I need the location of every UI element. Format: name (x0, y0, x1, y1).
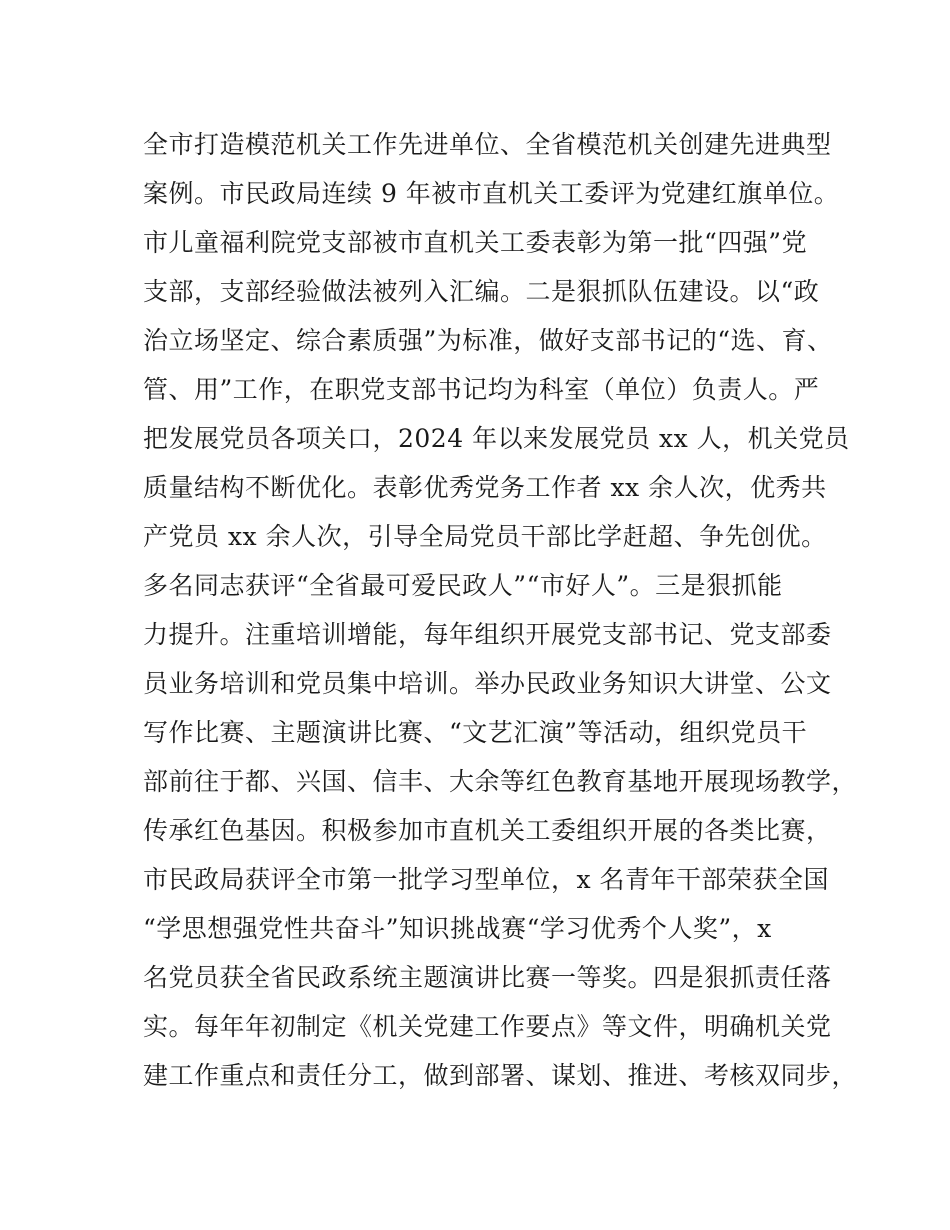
text-line-17: “学思想强党性共奋斗”知识挑战赛“学习优秀个人奖”，x (143, 914, 772, 943)
text-line-13: 写作比赛、主题演讲比赛、“文艺汇演”等活动，组织党员干 (143, 718, 808, 747)
text-line-14: 部前往于都、兴国、信丰、大余等红色教育基地开展现场教学， (143, 767, 858, 796)
text-line-5: 治立场坚定、综合素质强”为标准，做好支部书记的“选、育、 (143, 326, 833, 355)
text-line-16: 市民政局获评全市第一批学习型单位，x 名青年干部荣获全国 (143, 865, 830, 894)
text-line-7: 把发展党员各项关口，2024 年以来发展党员 xx 人，机关党员 (143, 424, 850, 453)
text-line-20: 建工作重点和责任分工，做到部署、谋划、推进、考核双同步， (143, 1061, 858, 1090)
text-line-12: 员业务培训和党员集中培训。举办民政业务知识大讲堂、公文 (143, 669, 832, 698)
text-line-3: 市儿童福利院党支部被市直机关工委表彰为第一批“四强”党 (143, 228, 808, 257)
text-line-18: 名党员获全省民政系统主题演讲比赛一等奖。四是狠抓责任落 (143, 963, 832, 992)
text-line-9: 产党员 xx 余人次，引导全局党员干部比学赶超、争先创优。 (143, 522, 827, 551)
text-line-1: 全市打造模范机关工作先进单位、全省模范机关创建先进典型 (143, 130, 832, 159)
text-line-10: 多名同志获评“全省最可爱民政人”“市好人”。三是狠抓能 (143, 571, 783, 600)
body-text (143, 120, 858, 1100)
text-line-8: 质量结构不断优化。表彰优秀党务工作者 xx 余人次，优秀共 (143, 473, 827, 502)
text-line-15: 传承红色基因。积极参加市直机关工委组织开展的各类比赛， (143, 816, 832, 845)
text-line-19: 实。每年年初制定《机关党建工作要点》等文件，明确机关党 (143, 1012, 832, 1041)
text-line-6: 管、用”工作，在职党支部书记均为科室（单位）负责人。严 (143, 375, 820, 404)
text-line-2: 案例。市民政局连续 9 年被市直机关工委评为党建红旗单位。 (143, 179, 840, 208)
text-line-11: 力提升。注重培训增能，每年组织开展党支部书记、党支部委 (143, 620, 832, 649)
text-line-4: 支部，支部经验做法被列入汇编。二是狠抓队伍建设。以“政 (143, 277, 820, 306)
